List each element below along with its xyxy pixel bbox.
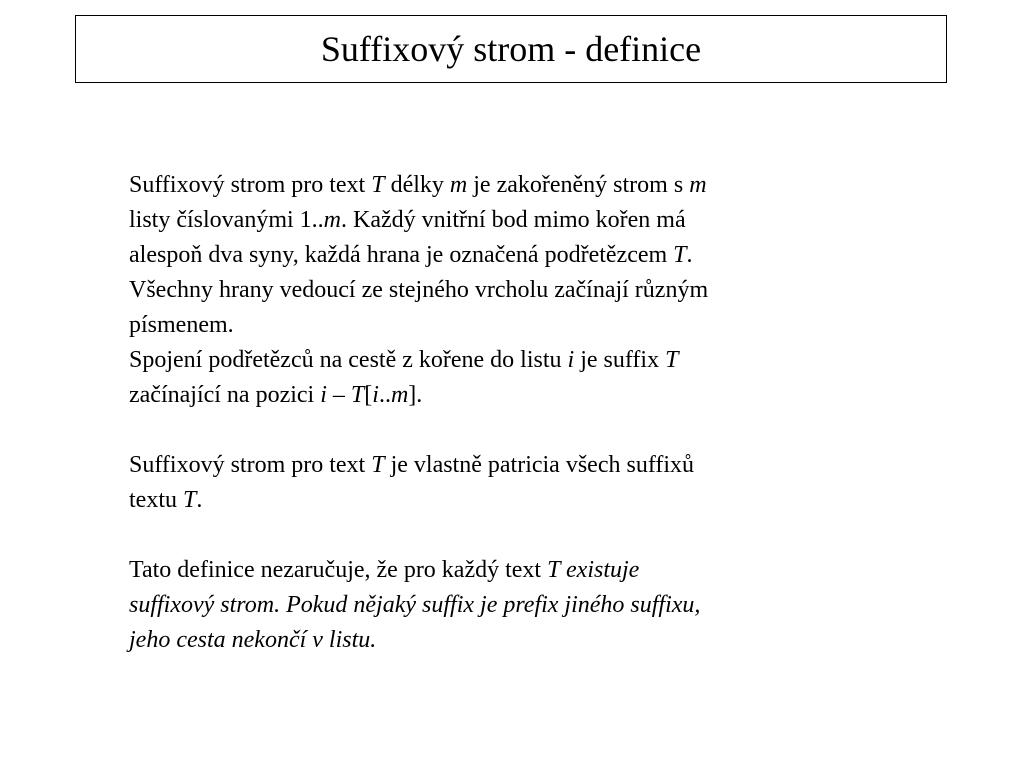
- text-run: písmenem.: [129, 312, 234, 338]
- italic-run: m: [449, 172, 468, 198]
- slide-body: [129, 168, 909, 658]
- text-run: . Každý vnitřní bod mimo kořen má: [341, 207, 686, 233]
- italic-run: T: [665, 347, 679, 373]
- text-line: [129, 483, 909, 518]
- text-line: [129, 308, 909, 343]
- text-run: je zakořeněný strom s: [467, 172, 690, 198]
- text-line: [129, 553, 909, 588]
- text-line: [129, 238, 909, 273]
- text-line: [129, 448, 909, 483]
- text-run: textu: [129, 487, 183, 513]
- slide-title: Suffixový strom - definice: [320, 29, 702, 69]
- text-line: [129, 588, 909, 623]
- italic-run: T: [350, 382, 365, 408]
- text-run: .: [196, 487, 203, 513]
- italic-run: i: [372, 382, 379, 408]
- italic-run: T: [371, 452, 385, 478]
- paragraph-1: [129, 168, 909, 413]
- italic-run: suffixový strom. Pokud nějaký suffix je prefix jiného suffixu,: [129, 592, 701, 618]
- text-line: [129, 168, 909, 203]
- text-run: –: [326, 382, 351, 408]
- text-run: je vlastně patricia všech suffixů: [384, 452, 695, 478]
- paragraph-3: [129, 553, 909, 658]
- text-run: alespoň dva syny, každá hrana je označená podřetězcem: [129, 242, 674, 268]
- italic-run: T: [183, 487, 197, 513]
- text-run: listy číslovanými 1..: [129, 207, 324, 233]
- italic-run: m: [689, 172, 707, 198]
- paragraph-2: [129, 448, 909, 518]
- text-line: [129, 623, 909, 658]
- italic-run: m: [323, 207, 342, 233]
- italic-run: i: [567, 347, 575, 373]
- text-run: .: [686, 242, 693, 268]
- italic-run: T: [673, 242, 687, 268]
- italic-run: T existuje: [547, 557, 640, 583]
- text-run: Tato definice nezaručuje, že pro každý text: [129, 557, 548, 583]
- paragraph-spacer: [129, 518, 909, 553]
- text-run: Suffixový strom pro text: [129, 172, 372, 198]
- text-run: ].: [408, 382, 423, 408]
- text-run: Suffixový strom pro text: [129, 452, 372, 478]
- text-run: Všechny hrany vedoucí ze stejného vrcholu začínají různým: [129, 277, 709, 303]
- text-run: [: [364, 382, 373, 408]
- text-line: [129, 273, 909, 308]
- text-line: [129, 203, 909, 238]
- italic-run: jeho cesta nekončí v listu.: [129, 627, 377, 653]
- text-line: [129, 378, 909, 413]
- italic-run: m: [390, 382, 409, 408]
- italic-run: T: [371, 172, 385, 198]
- text-run: je suffix: [574, 347, 666, 373]
- text-run: ..: [378, 382, 391, 408]
- title-box: [75, 15, 947, 83]
- italic-run: i: [320, 382, 327, 408]
- text-run: začínající na pozici: [129, 382, 321, 408]
- text-line: [129, 343, 909, 378]
- text-run: délky: [384, 172, 450, 198]
- paragraph-spacer: [129, 413, 909, 448]
- text-run: Spojení podřetězců na cestě z kořene do listu: [129, 347, 568, 373]
